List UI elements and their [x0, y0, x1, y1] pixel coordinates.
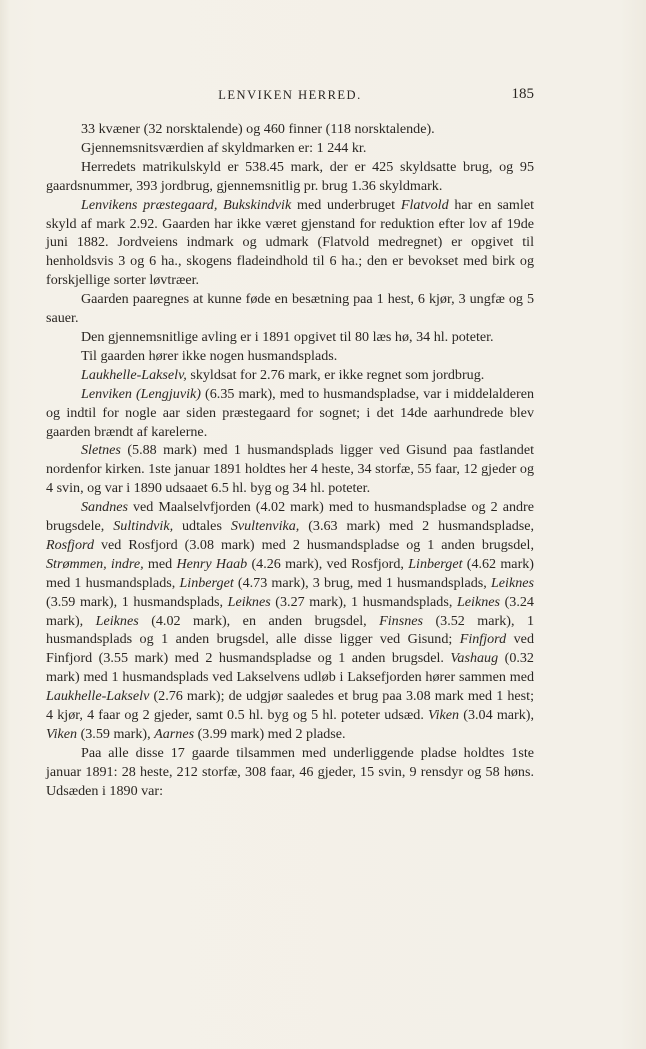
italic-text-run: Flatvold — [400, 196, 449, 213]
text-run: udtales — [173, 518, 231, 535]
text-run: (3.52 mark), 1 husmandsplads og 1 anden brugsdel, alle disse ligger ved Gisund; — [46, 612, 534, 648]
italic-text-run: Finsnes — [379, 612, 423, 629]
text-run: (3.24 mark), — [46, 593, 534, 629]
italic-text-run: Sultindvik, — [113, 518, 174, 535]
text-run: Gjennemsnitsværdien af skyldmarken er: 1 244 kr. — [81, 139, 367, 156]
italic-text-run: Sandnes — [81, 499, 128, 516]
italic-text-run: Svultenvika, — [230, 518, 300, 535]
running-header — [46, 88, 534, 108]
text-run: med — [143, 555, 177, 572]
paragraph — [46, 385, 534, 442]
paragraph — [46, 328, 534, 347]
paragraph — [46, 139, 534, 158]
italic-text-run: Leiknes — [95, 612, 139, 629]
text-run: (4.62 mark) med 1 husmandsplads, — [46, 555, 534, 591]
italic-text-run: Sletnes — [81, 442, 121, 459]
text-run: (3.59 mark), 1 husmandsplads, — [46, 593, 228, 610]
text-run: (3.59 mark), — [77, 726, 155, 742]
paragraph — [46, 120, 534, 139]
italic-text-run: Henry Haab — [176, 555, 248, 572]
italic-text-run: Rosfjord — [46, 536, 95, 553]
text-run: Gaarden paaregnes at kunne føde en besætning paa 1 hest, 6 kjør, 3 ungfæ og 5 sauer. — [46, 291, 534, 327]
text-run: har en samlet skyld af mark 2.92. Gaarden har ikke været gjenstand for reduktion efter lov af 19de juni 1882. Jordveiens indmark og udmark (Flatvold medregnet) er opgivet til henholdsvis 3 og 6 ha., skogens fladeindhold til 6 ha.; den er bevokset med birk og forskjellige sorter løvtræer. — [46, 196, 534, 289]
italic-text-run: Aarnes — [154, 726, 195, 742]
page-number: 185 — [511, 86, 534, 102]
text-run: ved Rosfjord (3.08 mark) med 2 husmandspladse og 1 anden brugsdel, — [94, 536, 534, 553]
italic-text-run: Linberget — [179, 574, 234, 591]
text-run: (2.76 mark); de udgjør saaledes et brug paa 3.08 mark med 1 hest; 4 kjør, 4 faar og 2 gjeder, samt 0.5 hl. byg og 5 hl. poteter udsæd. — [46, 688, 534, 724]
italic-text-run: Viken — [428, 707, 460, 724]
paragraph — [46, 366, 534, 385]
italic-text-run: Strømmen, indre, — [46, 555, 144, 572]
text-run: ved Finfjord (3.55 mark) med 2 husmandspladse og 1 anden brugsdel. — [46, 631, 534, 667]
text-run: 33 kvæner (32 norsktalende) og 460 finner (118 norsktalende). — [81, 121, 435, 137]
text-run: Herredets matrikulskyld er 538.45 mark, der er 425 skyldsatte brug, og 95 gaardsnummer, 393 jordbrug, gjennemsnitlig pr. brug 1.36 skyldmark. — [46, 158, 534, 194]
text-run: (3.27 mark), 1 husmandsplads, — [270, 593, 457, 610]
paragraph — [46, 290, 534, 328]
text-run: (4.73 mark), 3 brug, med 1 husmandsplads, — [233, 574, 491, 591]
body-text — [46, 120, 534, 801]
paragraph — [46, 441, 534, 498]
italic-text-run: Lenvikens præstegaard, Bukskindvik — [81, 196, 292, 213]
text-run: (4.02 mark), en anden brugsdel, — [138, 612, 380, 629]
italic-text-run: Viken — [46, 726, 78, 742]
text-run: (6.35 mark), med to husmandspladse, var i middelalderen og indtil for nogle aar siden præstegaard for sognet; i det 14de aarhundrede blev gaarden brændt af karelerne. — [46, 385, 535, 440]
text-run: (4.26 mark), ved Rosfjord, — [247, 555, 409, 572]
paragraph — [46, 158, 534, 196]
paragraph — [46, 744, 534, 801]
italic-text-run: Linberget — [408, 555, 463, 572]
text-run: (5.88 mark) med 1 husmandsplads ligger ved Gisund paa fastlandet nordenfor kirken. 1ste januar 1891 holdtes her 4 heste, 34 storfæ, 55 faar, 12 gjeder og 4 svin, og var i 1890 udsaaet 6.5 hl. byg og 34 hl. poteter. — [46, 442, 534, 497]
italic-text-run: Finfjord — [459, 631, 507, 648]
paragraph — [46, 196, 534, 291]
italic-text-run: Laukhelle-Lakselv, — [81, 366, 187, 383]
text-run: Den gjennemsnitlige avling er i 1891 opgivet til 80 læs hø, 34 hl. poteter. — [81, 328, 494, 345]
italic-text-run: Leiknes — [490, 574, 534, 591]
italic-text-run: Lenviken (Lengjuvik) — [81, 385, 201, 402]
header-title: LENVIKEN HERRED. — [218, 88, 362, 102]
italic-text-run: Leiknes — [456, 593, 501, 610]
text-run: (3.99 mark) med 2 pladse. — [194, 726, 346, 742]
text-run: skyldsat for 2.76 mark, er ikke regnet som jordbrug. — [186, 366, 485, 383]
text-run: Til gaarden hører ikke nogen husmandsplads. — [81, 347, 338, 364]
italic-text-run: Leiknes — [227, 593, 271, 610]
text-run: med underbruget — [291, 196, 401, 213]
paragraph — [46, 347, 534, 366]
text-run: (0.32 mark) med 1 husmandsplads ved Lakselvens udløb i Laksefjorden hører sammen med — [46, 650, 534, 686]
italic-text-run: Vashaug — [450, 650, 499, 667]
text-run: ved Maalselvfjorden (4.02 mark) med to husmandspladse og 2 andre brugsdele, — [46, 499, 534, 535]
paragraph — [46, 498, 534, 744]
text-run: (3.63 mark) med 2 husmandspladse, — [299, 518, 535, 535]
text-run: Paa alle disse 17 gaarde tilsammen med underliggende pladse holdtes 1ste januar 1891: 28 heste, 212 storfæ, 308 faar, 46 gjeder, 15 svin, 9 rensdyr og 58 høns. Udsæden i 1890 var: — [46, 744, 534, 799]
italic-text-run: Laukhelle-Lakselv — [46, 688, 150, 705]
text-run: (3.04 mark), — [459, 707, 534, 724]
